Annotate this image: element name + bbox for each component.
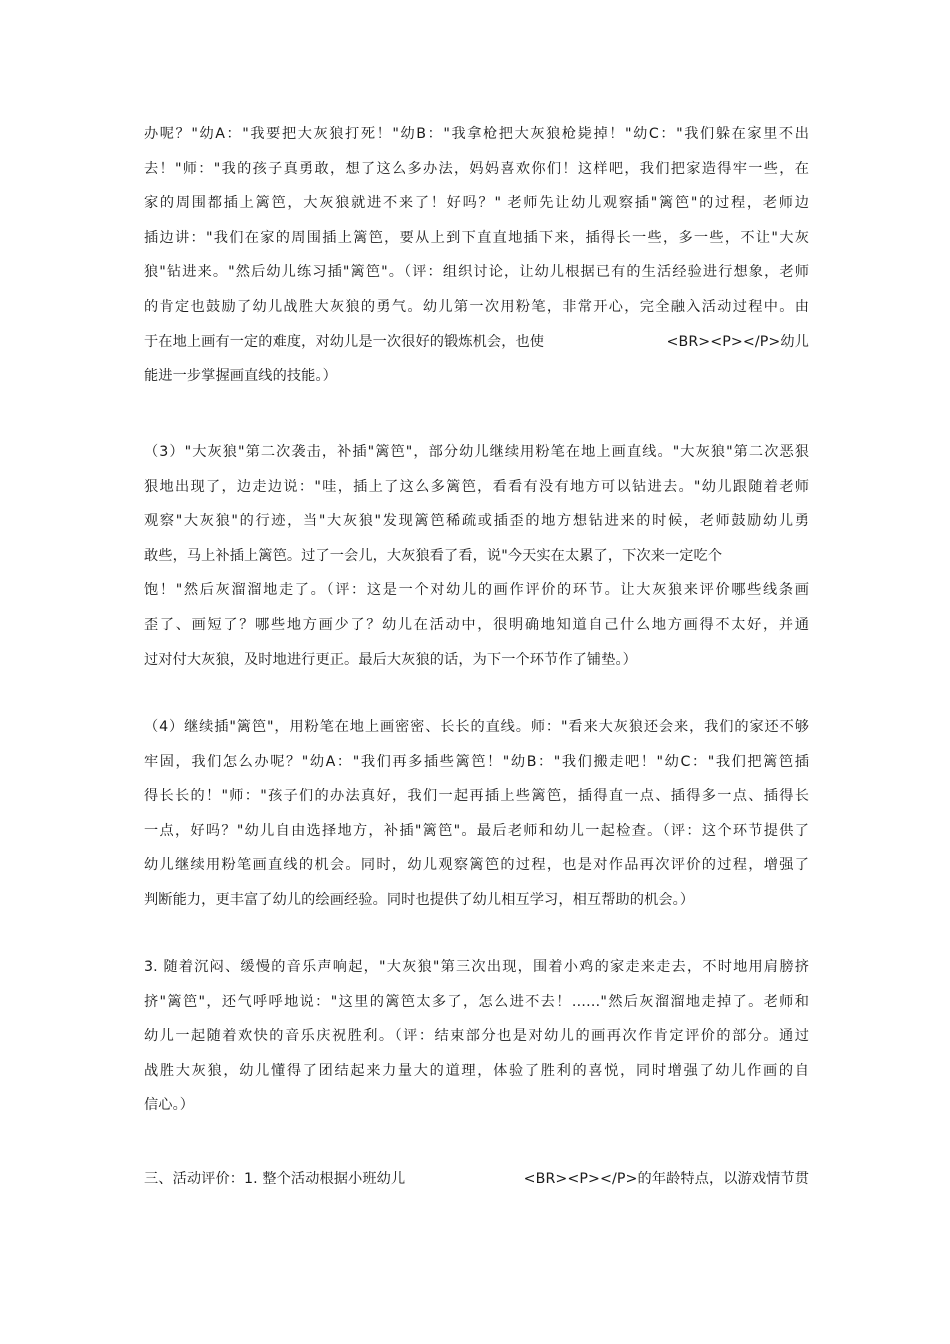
text-line: 挤"篱笆"，还气呼呼地说："这里的篱笆太多了，怎么进不去！……"然后灰溜溜地走掉了。老师和 [144,993,809,1010]
paragraph-5 [144,1162,809,1197]
text-line-split [144,325,809,360]
text-line: 3. 随着沉闷、缓慢的音乐声响起，"大灰狼"第三次出现，围着小鸡的家走来走去，不时地用肩膀挤 [144,959,809,975]
text-line: 歪了、画短了？哪些地方画少了？幼儿在活动中，很明确地知道自己什么地方画得不太好，并通 [144,616,809,633]
text-line: 过对付大灰狼，及时地进行更正。最后大灰狼的话，为下一个环节作了铺垫。） [144,651,637,668]
text-line: （3）"大灰狼"第二次袭击，补插"篱笆"，部分幼儿继续用粉笔在地上画直线。"大灰狼"第二次恶狠 [144,444,809,460]
text-line: 狠地出现了，边走边说："哇，插上了这么多篱笆，看看有没有地方可以钻进去。"幼儿跟随着老师 [144,478,809,495]
text-line: 的肯定也鼓励了幼儿战胜大灰狼的勇气。幼儿第一次用粉笔，非常开心，完全融入活动过程中。由 [144,298,809,315]
paragraph-2 [144,435,809,677]
text-line: 家的周围都插上篱笆，大灰狼就进不来了！好吗？" 老师先让幼儿观察插"篱笆"的过程，老师边 [144,195,809,212]
text-line: 观察"大灰狼"的行迹，当"大灰狼"发现篱笆稀疏或插歪的地方想钻进来的时候，老师鼓励幼儿勇 [144,513,809,530]
paragraph-1 [144,117,809,394]
text-line: 得长长的！"师："孩子们的办法真好，我们一起再插上些篱笆，插得直一点、插得多一点、插得长 [144,788,809,805]
text-fragment: 三、活动评价：1. 整个活动根据小班幼儿 [144,1171,406,1187]
text-line: 插边讲："我们在家的周围插上篱笆，要从上到下直直地插下来，插得长一些，多一些，不让"大灰 [144,229,809,246]
text-line: 判断能力，更丰富了幼儿的绘画经验。同时也提供了幼儿相互学习，相互帮助的机会。） [144,891,695,908]
text-line: （4）继续插"篱笆"，用粉笔在地上画密密、长长的直线。师："看来大灰狼还会来，我们的家还不够 [144,719,809,735]
paragraph-4 [144,950,809,1123]
text-line: 能进一步掌握画直线的技能。） [144,368,337,385]
text-line: 去！"师："我的孩子真勇敢，想了这么多办法，妈妈喜欢你们！这样吧，我们把家造得牢一些，在 [144,160,809,177]
text-line: 幼儿继续用粉笔画直线的机会。同时，幼儿观察篱笆的过程，也是对作品再次评价的过程，增强了 [144,857,809,874]
text-line: 敢些，马上补插上篱笆。过了一会儿，大灰狼看了看，说"今天实在太累了，下次来一定吃个 [144,547,723,564]
text-fragment: 于在地上画有一定的难度，对幼儿是一次很好的锻炼机会，也使 [144,333,545,350]
text-line: 一点，好吗？"幼儿自由选择地方，补插"篱笆"。最后老师和幼儿一起检查。（评：这个环节提供了 [144,822,809,839]
html-tag-fragment: <BR><P></P>的年龄特点，以游戏情节贯 [523,1171,809,1187]
text-line: 狼"钻进来。"然后幼儿练习插"篱笆"。（评：组织讨论，让幼儿根据已有的生活经验进行想象，老师 [144,264,809,281]
text-line: 饱！"然后灰溜溜地走了。（评：这是一个对幼儿的画作评价的环节。让大灰狼来评价哪些线条画 [144,582,809,599]
text-line-split [144,1162,809,1197]
text-line: 战胜大灰狼，幼儿懂得了团结起来力量大的道理，体验了胜利的喜悦，同时增强了幼儿作画的自 [144,1062,809,1079]
text-line: 幼儿一起随着欢快的音乐庆祝胜利。（评：结束部分也是对幼儿的画再次作肯定评价的部分。通过 [144,1028,809,1045]
text-line: 牢固，我们怎么办呢？"幼A："我们再多插些篱笆！"幼B："我们搬走吧！"幼C："我们把篱笆插 [144,753,809,770]
text-line: 信心。） [144,1097,195,1114]
paragraph-3 [144,710,809,918]
text-line: 办呢？"幼A："我要把大灰狼打死！"幼B："我拿枪把大灰狼枪毙掉！"幼C："我们躲在家里不出 [144,126,809,142]
html-tag-fragment: <BR><P></P>幼儿 [666,333,809,350]
